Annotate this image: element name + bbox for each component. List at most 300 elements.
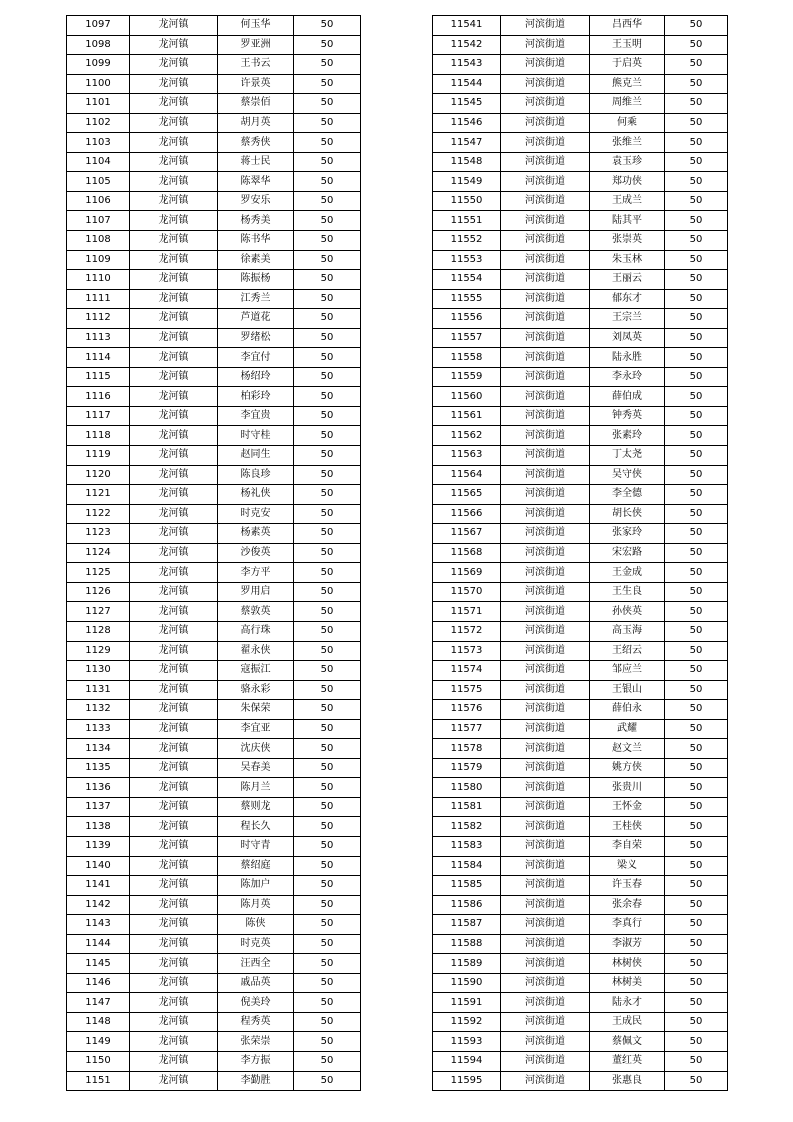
district-cell: 龙河镇 [130, 797, 218, 817]
table-row [67, 367, 361, 387]
table-row [433, 231, 728, 251]
name-cell: 袁玉珍 [590, 152, 665, 172]
table-row [433, 719, 728, 739]
name-cell: 许玉春 [590, 876, 665, 896]
table-row [433, 524, 728, 544]
district-cell: 龙河镇 [130, 348, 218, 368]
name-cell: 李宜付 [218, 348, 294, 368]
row-number-cell: 11571 [433, 602, 501, 622]
table-row [67, 152, 361, 172]
name-cell: 张贵川 [590, 778, 665, 798]
row-number-cell: 1119 [67, 446, 130, 466]
name-cell: 丁太尧 [590, 446, 665, 466]
row-number-cell: 1148 [67, 1012, 130, 1032]
amount-cell: 50 [665, 504, 728, 524]
name-cell: 杨礼侠 [218, 485, 294, 505]
name-cell: 张维兰 [590, 133, 665, 153]
table-row [67, 387, 361, 407]
amount-cell: 50 [294, 367, 361, 387]
district-cell: 龙河镇 [130, 758, 218, 778]
table-row [67, 406, 361, 426]
row-number-cell: 11584 [433, 856, 501, 876]
amount-cell: 50 [665, 74, 728, 94]
district-cell: 龙河镇 [130, 1051, 218, 1071]
row-number-cell: 1099 [67, 55, 130, 75]
name-cell: 张余春 [590, 895, 665, 915]
name-cell: 时守桂 [218, 426, 294, 446]
row-number-cell: 11563 [433, 446, 501, 466]
district-cell: 河滨街道 [501, 446, 590, 466]
table-row [67, 836, 361, 856]
row-number-cell: 11575 [433, 680, 501, 700]
district-cell: 河滨街道 [501, 1071, 590, 1091]
district-cell: 龙河镇 [130, 446, 218, 466]
name-cell: 蔡秀侠 [218, 133, 294, 153]
row-number-cell: 1112 [67, 309, 130, 329]
row-number-cell: 11574 [433, 661, 501, 681]
row-number-cell: 1123 [67, 524, 130, 544]
amount-cell: 50 [665, 797, 728, 817]
district-cell: 龙河镇 [130, 211, 218, 231]
table-row [433, 817, 728, 837]
row-number-cell: 11582 [433, 817, 501, 837]
name-cell: 陈侠 [218, 915, 294, 935]
table-row [433, 426, 728, 446]
row-number-cell: 11572 [433, 621, 501, 641]
district-cell: 河滨街道 [501, 954, 590, 974]
name-cell: 武耀 [590, 719, 665, 739]
district-cell: 河滨街道 [501, 543, 590, 563]
amount-cell: 50 [665, 817, 728, 837]
amount-cell: 50 [665, 289, 728, 309]
amount-cell: 50 [665, 270, 728, 290]
table-row [67, 621, 361, 641]
amount-cell: 50 [294, 172, 361, 192]
district-cell: 河滨街道 [501, 250, 590, 270]
name-cell: 陆其平 [590, 211, 665, 231]
district-cell: 河滨街道 [501, 836, 590, 856]
row-number-cell: 1136 [67, 778, 130, 798]
row-number-cell: 1138 [67, 817, 130, 837]
table-row [433, 1071, 728, 1091]
district-cell: 龙河镇 [130, 328, 218, 348]
amount-cell: 50 [294, 934, 361, 954]
row-number-cell: 1140 [67, 856, 130, 876]
district-cell: 河滨街道 [501, 895, 590, 915]
row-number-cell: 11551 [433, 211, 501, 231]
name-cell: 赵文兰 [590, 739, 665, 759]
amount-cell: 50 [665, 778, 728, 798]
table-row [433, 74, 728, 94]
district-cell: 龙河镇 [130, 602, 218, 622]
row-number-cell: 1122 [67, 504, 130, 524]
district-cell: 河滨街道 [501, 641, 590, 661]
district-cell: 龙河镇 [130, 113, 218, 133]
district-cell: 河滨街道 [501, 661, 590, 681]
district-cell: 河滨街道 [501, 758, 590, 778]
amount-cell: 50 [665, 113, 728, 133]
table-row [433, 700, 728, 720]
table-row [433, 113, 728, 133]
name-cell: 罗用启 [218, 582, 294, 602]
row-number-cell: 1132 [67, 700, 130, 720]
amount-cell: 50 [665, 367, 728, 387]
table-row [433, 582, 728, 602]
table-row [433, 973, 728, 993]
district-cell: 龙河镇 [130, 876, 218, 896]
name-cell: 陈振杨 [218, 270, 294, 290]
district-cell: 龙河镇 [130, 973, 218, 993]
amount-cell: 50 [294, 270, 361, 290]
district-cell: 河滨街道 [501, 1051, 590, 1071]
amount-cell: 50 [665, 856, 728, 876]
name-cell: 薛伯成 [590, 387, 665, 407]
amount-cell: 50 [294, 797, 361, 817]
name-cell: 刘凤英 [590, 328, 665, 348]
amount-cell: 50 [294, 621, 361, 641]
row-number-cell: 1105 [67, 172, 130, 192]
district-cell: 河滨街道 [501, 309, 590, 329]
table-row [433, 1032, 728, 1052]
table-row [433, 485, 728, 505]
amount-cell: 50 [665, 231, 728, 251]
amount-cell: 50 [294, 309, 361, 329]
name-cell: 李宜亚 [218, 719, 294, 739]
name-cell: 李宜贵 [218, 406, 294, 426]
row-number-cell: 1143 [67, 915, 130, 935]
table-row [433, 1051, 728, 1071]
amount-cell: 50 [294, 16, 361, 36]
name-cell: 李勤胜 [218, 1071, 294, 1091]
district-cell: 龙河镇 [130, 387, 218, 407]
table-row [433, 152, 728, 172]
name-cell: 蔡则龙 [218, 797, 294, 817]
table-row [67, 1012, 361, 1032]
name-cell: 李方振 [218, 1051, 294, 1071]
name-cell: 宋宏路 [590, 543, 665, 563]
table-row [433, 1012, 728, 1032]
table-row [433, 270, 728, 290]
district-cell: 河滨街道 [501, 680, 590, 700]
name-cell: 蔡绍庭 [218, 856, 294, 876]
district-cell: 河滨街道 [501, 602, 590, 622]
table-row [67, 954, 361, 974]
amount-cell: 50 [665, 524, 728, 544]
table-row [67, 348, 361, 368]
table-row [67, 602, 361, 622]
district-cell: 龙河镇 [130, 1071, 218, 1091]
row-number-cell: 1104 [67, 152, 130, 172]
table-row [67, 973, 361, 993]
amount-cell: 50 [294, 387, 361, 407]
row-number-cell: 1108 [67, 231, 130, 251]
table-row [433, 543, 728, 563]
row-number-cell: 1147 [67, 993, 130, 1013]
name-cell: 李全德 [590, 485, 665, 505]
name-cell: 程长久 [218, 817, 294, 837]
name-cell: 芦道花 [218, 309, 294, 329]
right-roster-body [433, 16, 728, 1091]
amount-cell: 50 [294, 250, 361, 270]
row-number-cell: 1126 [67, 582, 130, 602]
amount-cell: 50 [294, 680, 361, 700]
name-cell: 罗安乐 [218, 191, 294, 211]
name-cell: 时守青 [218, 836, 294, 856]
name-cell: 张素玲 [590, 426, 665, 446]
row-number-cell: 11566 [433, 504, 501, 524]
district-cell: 河滨街道 [501, 876, 590, 896]
table-row [67, 680, 361, 700]
name-cell: 骆永彩 [218, 680, 294, 700]
name-cell: 沙俊英 [218, 543, 294, 563]
district-cell: 河滨街道 [501, 973, 590, 993]
row-number-cell: 1115 [67, 367, 130, 387]
row-number-cell: 1130 [67, 661, 130, 681]
district-cell: 河滨街道 [501, 719, 590, 739]
name-cell: 王绍云 [590, 641, 665, 661]
amount-cell: 50 [294, 836, 361, 856]
district-cell: 龙河镇 [130, 152, 218, 172]
district-cell: 河滨街道 [501, 856, 590, 876]
district-cell: 龙河镇 [130, 641, 218, 661]
amount-cell: 50 [665, 621, 728, 641]
amount-cell: 50 [294, 739, 361, 759]
district-cell: 龙河镇 [130, 485, 218, 505]
district-cell: 龙河镇 [130, 778, 218, 798]
row-number-cell: 11558 [433, 348, 501, 368]
amount-cell: 50 [294, 778, 361, 798]
amount-cell: 50 [665, 641, 728, 661]
district-cell: 河滨街道 [501, 172, 590, 192]
district-cell: 河滨街道 [501, 485, 590, 505]
name-cell: 何玉华 [218, 16, 294, 36]
district-cell: 龙河镇 [130, 465, 218, 485]
table-row [67, 133, 361, 153]
district-cell: 河滨街道 [501, 504, 590, 524]
name-cell: 李方平 [218, 563, 294, 583]
row-number-cell: 1134 [67, 739, 130, 759]
amount-cell: 50 [665, 582, 728, 602]
district-cell: 龙河镇 [130, 55, 218, 75]
table-row [67, 55, 361, 75]
row-number-cell: 1124 [67, 543, 130, 563]
district-cell: 龙河镇 [130, 406, 218, 426]
row-number-cell: 11581 [433, 797, 501, 817]
name-cell: 姚方侠 [590, 758, 665, 778]
amount-cell: 50 [294, 661, 361, 681]
row-number-cell: 1145 [67, 954, 130, 974]
table-row [67, 934, 361, 954]
row-number-cell: 11585 [433, 876, 501, 896]
row-number-cell: 11562 [433, 426, 501, 446]
name-cell: 邹应兰 [590, 661, 665, 681]
name-cell: 李自荣 [590, 836, 665, 856]
name-cell: 陈加户 [218, 876, 294, 896]
row-number-cell: 11545 [433, 94, 501, 114]
district-cell: 龙河镇 [130, 191, 218, 211]
table-row [433, 895, 728, 915]
table-row [67, 563, 361, 583]
row-number-cell: 11565 [433, 485, 501, 505]
row-number-cell: 1146 [67, 973, 130, 993]
name-cell: 陈书华 [218, 231, 294, 251]
amount-cell: 50 [665, 680, 728, 700]
row-number-cell: 11592 [433, 1012, 501, 1032]
amount-cell: 50 [294, 973, 361, 993]
table-row [433, 856, 728, 876]
amount-cell: 50 [665, 94, 728, 114]
row-number-cell: 11578 [433, 739, 501, 759]
table-row [433, 328, 728, 348]
row-number-cell: 11586 [433, 895, 501, 915]
district-cell: 河滨街道 [501, 152, 590, 172]
table-row [67, 876, 361, 896]
row-number-cell: 1103 [67, 133, 130, 153]
district-cell: 河滨街道 [501, 778, 590, 798]
amount-cell: 50 [294, 74, 361, 94]
amount-cell: 50 [665, 993, 728, 1013]
name-cell: 王成民 [590, 1012, 665, 1032]
table-row [433, 191, 728, 211]
name-cell: 陈翠华 [218, 172, 294, 192]
row-number-cell: 1110 [67, 270, 130, 290]
name-cell: 李永玲 [590, 367, 665, 387]
row-number-cell: 11591 [433, 993, 501, 1013]
name-cell: 翟永侠 [218, 641, 294, 661]
table-row [67, 1071, 361, 1091]
name-cell: 张家玲 [590, 524, 665, 544]
row-number-cell: 11552 [433, 231, 501, 251]
row-number-cell: 11573 [433, 641, 501, 661]
table-row [67, 211, 361, 231]
name-cell: 陆永胜 [590, 348, 665, 368]
name-cell: 倪美玲 [218, 993, 294, 1013]
district-cell: 河滨街道 [501, 289, 590, 309]
name-cell: 郑功侠 [590, 172, 665, 192]
amount-cell: 50 [665, 348, 728, 368]
row-number-cell: 11553 [433, 250, 501, 270]
amount-cell: 50 [665, 211, 728, 231]
table-row [67, 113, 361, 133]
amount-cell: 50 [294, 719, 361, 739]
amount-cell: 50 [665, 563, 728, 583]
row-number-cell: 1116 [67, 387, 130, 407]
amount-cell: 50 [294, 133, 361, 153]
table-row [433, 465, 728, 485]
row-number-cell: 11568 [433, 543, 501, 563]
name-cell: 陆永才 [590, 993, 665, 1013]
row-number-cell: 11543 [433, 55, 501, 75]
amount-cell: 50 [665, 973, 728, 993]
row-number-cell: 11561 [433, 406, 501, 426]
district-cell: 龙河镇 [130, 563, 218, 583]
name-cell: 罗亚洲 [218, 35, 294, 55]
table-row [67, 172, 361, 192]
row-number-cell: 11580 [433, 778, 501, 798]
amount-cell: 50 [294, 524, 361, 544]
amount-cell: 50 [665, 446, 728, 466]
table-row [67, 719, 361, 739]
district-cell: 龙河镇 [130, 582, 218, 602]
row-number-cell: 1150 [67, 1051, 130, 1071]
amount-cell: 50 [665, 406, 728, 426]
district-cell: 龙河镇 [130, 993, 218, 1013]
row-number-cell: 1137 [67, 797, 130, 817]
amount-cell: 50 [665, 543, 728, 563]
amount-cell: 50 [665, 1071, 728, 1091]
row-number-cell: 1109 [67, 250, 130, 270]
name-cell: 蔡佩文 [590, 1032, 665, 1052]
district-cell: 龙河镇 [130, 915, 218, 935]
amount-cell: 50 [665, 934, 728, 954]
row-number-cell: 1149 [67, 1032, 130, 1052]
table-row [67, 74, 361, 94]
row-number-cell: 1127 [67, 602, 130, 622]
table-row [67, 758, 361, 778]
row-number-cell: 11570 [433, 582, 501, 602]
row-number-cell: 1098 [67, 35, 130, 55]
table-row [433, 563, 728, 583]
table-row [67, 446, 361, 466]
amount-cell: 50 [294, 113, 361, 133]
district-cell: 河滨街道 [501, 270, 590, 290]
table-row [67, 309, 361, 329]
district-cell: 龙河镇 [130, 74, 218, 94]
name-cell: 王生良 [590, 582, 665, 602]
table-row [433, 406, 728, 426]
district-cell: 龙河镇 [130, 817, 218, 837]
name-cell: 王书云 [218, 55, 294, 75]
district-cell: 河滨街道 [501, 1012, 590, 1032]
name-cell: 时克安 [218, 504, 294, 524]
name-cell: 林树侠 [590, 954, 665, 974]
row-number-cell: 11576 [433, 700, 501, 720]
table-row [67, 582, 361, 602]
table-row [433, 172, 728, 192]
table-row [433, 621, 728, 641]
amount-cell: 50 [294, 289, 361, 309]
amount-cell: 50 [294, 152, 361, 172]
row-number-cell: 11549 [433, 172, 501, 192]
row-number-cell: 1111 [67, 289, 130, 309]
row-number-cell: 11595 [433, 1071, 501, 1091]
district-cell: 河滨街道 [501, 55, 590, 75]
amount-cell: 50 [294, 211, 361, 231]
district-cell: 河滨街道 [501, 328, 590, 348]
left-roster-body [67, 16, 361, 1091]
name-cell: 寇振江 [218, 661, 294, 681]
table-row [67, 94, 361, 114]
amount-cell: 50 [665, 309, 728, 329]
district-cell: 龙河镇 [130, 739, 218, 759]
row-number-cell: 1120 [67, 465, 130, 485]
amount-cell: 50 [294, 915, 361, 935]
table-row [67, 739, 361, 759]
district-cell: 龙河镇 [130, 621, 218, 641]
name-cell: 陈良珍 [218, 465, 294, 485]
table-row [67, 543, 361, 563]
name-cell: 于启英 [590, 55, 665, 75]
name-cell: 王桂侠 [590, 817, 665, 837]
table-row [67, 485, 361, 505]
row-number-cell: 11590 [433, 973, 501, 993]
table-row [67, 641, 361, 661]
district-cell: 河滨街道 [501, 915, 590, 935]
amount-cell: 50 [665, 876, 728, 896]
row-number-cell: 1125 [67, 563, 130, 583]
table-row [433, 680, 728, 700]
table-row [67, 797, 361, 817]
